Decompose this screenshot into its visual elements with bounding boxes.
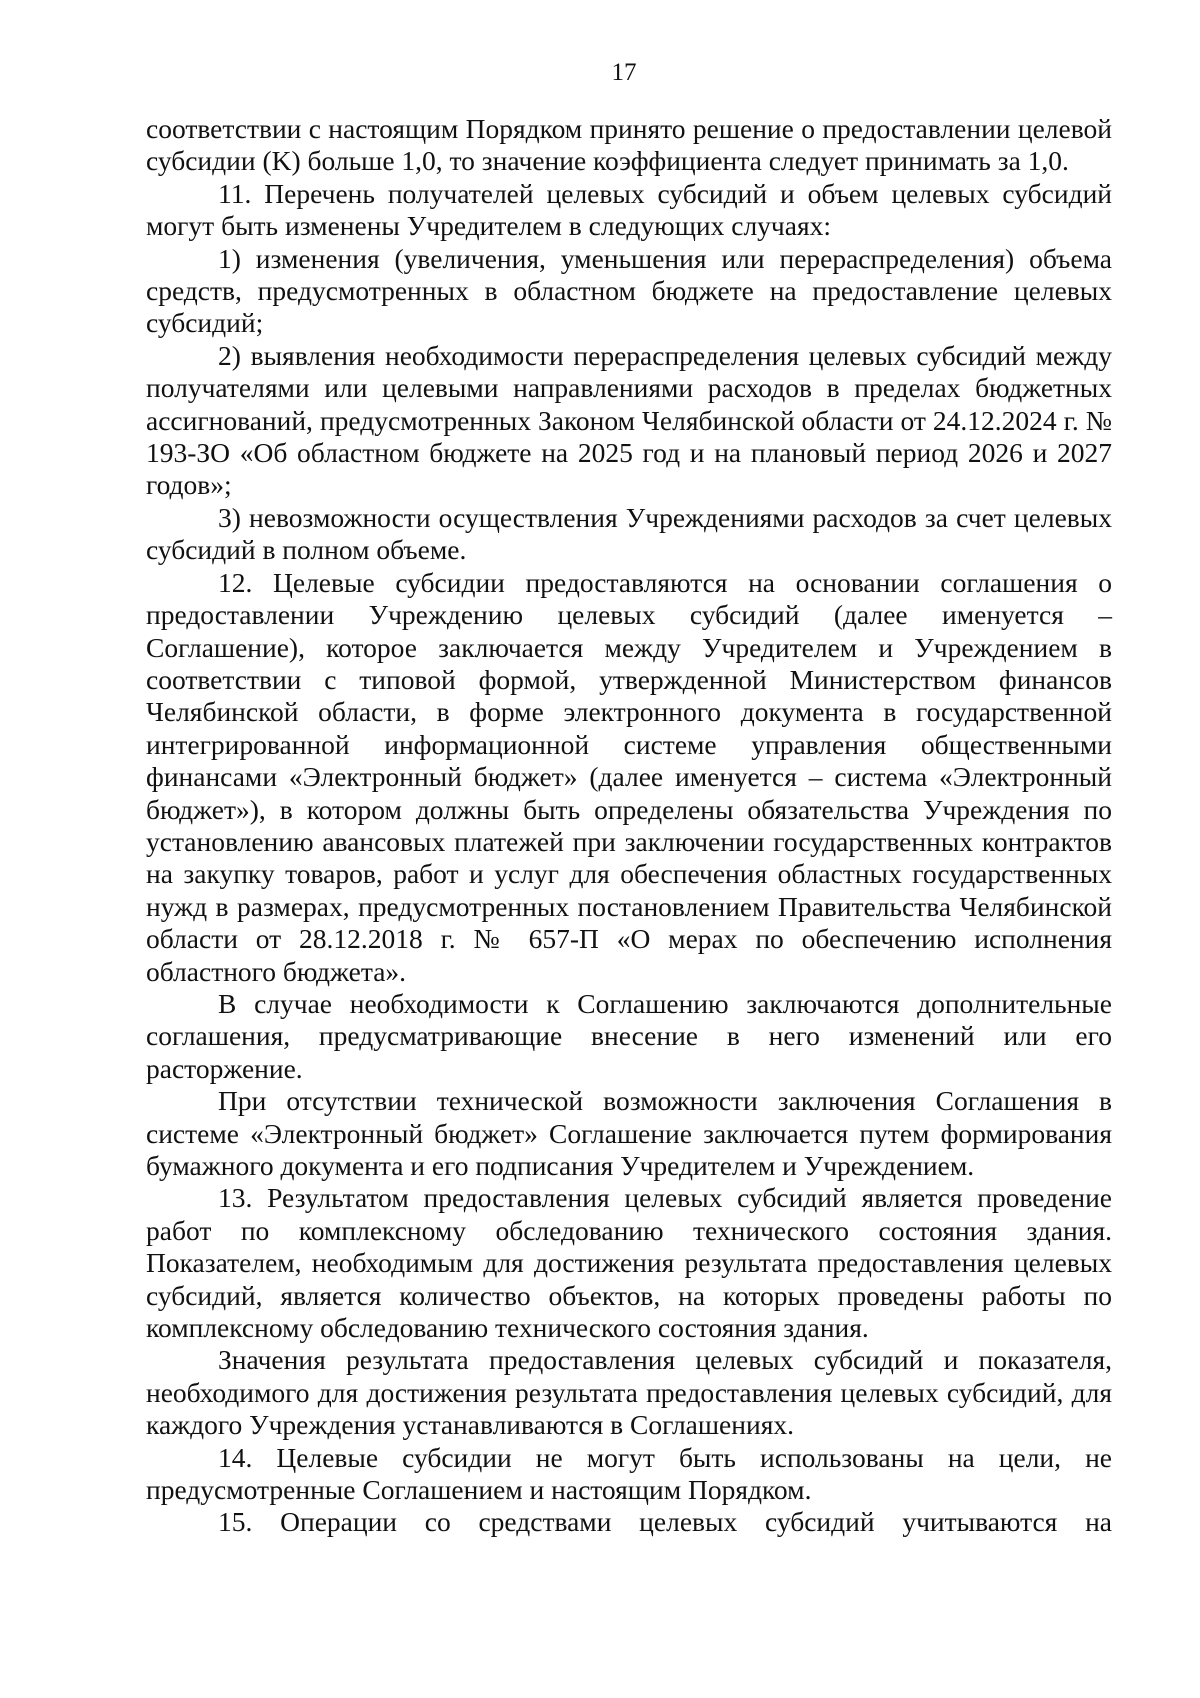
document-body bbox=[146, 113, 1112, 1539]
paragraph-continuation: соответствии с настоящим Порядком принято решение о предоставлении целевой субсидии (K) больше 1,0, то значение коэффициента следует принимать за 1,0. bbox=[146, 113, 1112, 177]
paragraph-12-paper-document: При отсутствии технической возможности заключения Соглашения в системе «Электронный бюджет» Соглашение заключается путем формирования бумажного документа и его подписания Учредителем и Учреждением. bbox=[146, 1085, 1112, 1181]
paragraph-13: 13. Результатом предоставления целевых субсидий является проведение работ по комплексному обследованию технического состояния здания. Показателем, необходимым для достижения результата предоставления целевых субсидий, является количество объектов, на которых проведены работы по комплексному обследованию технического состояния здания. bbox=[146, 1182, 1112, 1344]
paragraph-14: 14. Целевые субсидии не могут быть использованы на цели, не предусмотренные Соглашением и настоящим Порядком. bbox=[146, 1441, 1112, 1506]
paragraph-12-additional-agreements: В случае необходимости к Соглашению заключаются дополнительные соглашения, предусматривающие внесение в него изменений или его расторжение. bbox=[146, 987, 1112, 1084]
page-number: 17 bbox=[611, 59, 637, 86]
paragraph-15: 15. Операции со средствами целевых субсидий учитываются на bbox=[218, 1506, 1112, 1538]
paragraph-11-item-3: 3) невозможности осуществления Учреждениями расходов за счет целевых субсидий в полном объеме. bbox=[146, 501, 1112, 566]
paragraph-11: 11. Перечень получателей целевых субсидий и объем целевых субсидий могут быть изменены Учредителем в следующих случаях: bbox=[146, 177, 1112, 242]
paragraph-11-item-2: 2) выявления необходимости перераспределения целевых субсидий между получателями или целевыми направлениями расходов в пределах бюджетных ассигнований, предусмотренных Законом Челябинской области от 24.12.2024 г. № 193-ЗО «Об областном бюджете на 2025 год и на плановый период 2026 и 2027 годов»; bbox=[146, 339, 1112, 501]
paragraph-12: 12. Целевые субсидии предоставляются на основании соглашения о предоставлении Учреждению целевых субсидий (далее именуется – Соглашение), которое заключается между Учредителем и Учреждением в соответствии с типовой формой, утвержденной Министерством финансов Челябинской области, в форме электронного документа в государственной интегрированной информационной системе управления общественными финансами «Электронный бюджет» (далее именуется – система «Электронный бюджет»), в котором должны быть определены обязательства Учреждения по установлению авансовых платежей при заключении государственных контрактов на закупку товаров, работ и услуг для обеспечения областных государственных нужд в размерах, предусмотренных постановлением Правительства Челябинской области от 28.12.2018 г. № 657-П «О мерах по обеспечению исполнения областного бюджета». bbox=[146, 566, 1112, 987]
paragraph-11-item-1: 1) изменения (увеличения, уменьшения или перераспределения) объема средств, предусмотренных в областном бюджете на предоставление целевых субсидий; bbox=[146, 242, 1112, 339]
paragraph-13-values: Значения результата предоставления целевых субсидий и показателя, необходимого для достижения результата предоставления целевых субсидий, для каждого Учреждения устанавливаются в Соглашениях. bbox=[146, 1344, 1112, 1441]
